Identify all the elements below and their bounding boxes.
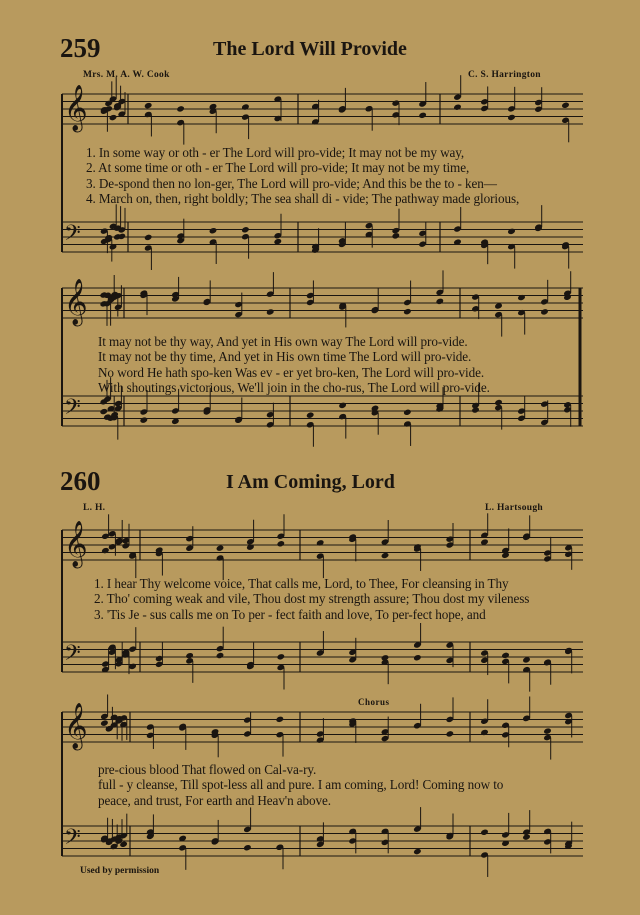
lyric-line: full - y cleanse, Till spot-less all and pure. I am coming, Lord! Coming now to [98,777,504,793]
note-head [185,652,194,659]
note-head [522,833,531,840]
note-head [216,545,225,552]
note-head [338,402,347,409]
lyric-line: peace, and trust, For earth and Heav'n above. [98,792,331,808]
lyric-line: It may not be thy time, And yet in His own time The Lord will pro-vide. [98,349,472,365]
lyric-line: With shoutings victorious, We'll join in the cho-rus, The Lord will pro-vide. [98,380,490,396]
note-head [517,294,526,301]
bass-clef-icon: 𝄢 [64,221,81,251]
words-credit: L. H. [83,503,106,513]
note-head [109,114,118,121]
note-head [453,104,462,111]
lyric-line: 2. At some time or oth - er The Lord will pro-vide; It may not be my time, [86,160,470,176]
note-head [446,730,455,737]
hymn-number: 260 [60,466,101,496]
treble-clef-icon: 𝄞 [64,279,88,325]
note-head [507,114,516,121]
lyric-line: 4. March on, then, right boldly; The sea shall di - vide; The pathway made glorious, [86,191,520,207]
note-head [480,829,489,836]
lyric-line: 2. Tho' coming weak and vile, Thou dost my strength assure; Thou dost my vileness [94,591,530,607]
note-head [140,416,149,423]
lyric-line: 1. I hear Thy welcome voice, That calls me, Lord, to Thee, For cleansing in Thy [94,576,509,591]
bass-clef-icon: 𝄢 [64,825,81,855]
permission-note: Used by permission [80,866,160,876]
lyric-line: 3. 'Tis Je - sus calls me on To per - fect faith and love, To per-fect hope, and [94,606,486,622]
note-head [176,105,185,112]
note-head [266,308,275,315]
note-head [241,103,250,110]
note-head [507,228,516,235]
lyric-line: It may not be thy way, And yet in His own way The Lord will pro-vide. [98,334,468,349]
note-head [144,234,153,241]
note-head [276,716,285,723]
treble-clef-icon: 𝄞 [64,521,88,567]
note-head [100,408,109,415]
hymn-title: The Lord Will Provide [213,38,407,60]
note-head [144,102,153,109]
note-head [436,298,445,305]
note-head [306,412,315,419]
note-head [392,232,401,239]
lyric-line: 1. In some way or oth - er The Lord will pro-vide; It may not be my way, [86,145,465,160]
note-head [418,112,427,119]
words-credit: Mrs. M. A. W. Cook [83,70,170,80]
bass-clef-icon: 𝄢 [64,395,81,425]
note-head [480,729,489,736]
treble-clef-icon: 𝄞 [64,85,88,131]
note-head [471,406,480,413]
note-head [209,227,218,234]
lyric-line: No word He hath spo-ken Was ev - er yet bro-ken, The Lord will pro-vide. [98,364,485,380]
note-head [277,653,286,660]
note-head [403,409,412,416]
treble-clef-icon: 𝄞 [64,703,88,749]
hymn-number: 259 [60,33,101,63]
music-credit: C. S. Harrington [468,70,541,80]
bass-clef-icon: 𝄢 [64,641,81,671]
note-head [216,652,225,659]
hymn-title: I Am Coming, Lord [226,471,395,493]
note-head [561,102,570,109]
note-head [403,308,412,315]
note-head [101,547,110,554]
note-head [494,399,503,406]
note-head [277,540,286,547]
note-head [241,226,250,233]
note-head [100,719,109,726]
music-credit: L. Hartsough [485,503,543,513]
note-head [543,727,552,734]
note-head [413,654,422,661]
lyric-line: 3. De-spond then no lon-ger, The Lord will pro-vide; And this be the to - ken— [86,175,497,191]
note-head [501,652,510,659]
note-head [128,663,137,670]
chorus-label: Chorus [358,697,390,707]
lyric-line: pre-cious blood That flowed on Cal-va-ry. [98,762,317,777]
note-head [540,308,549,315]
note-head [243,844,252,851]
